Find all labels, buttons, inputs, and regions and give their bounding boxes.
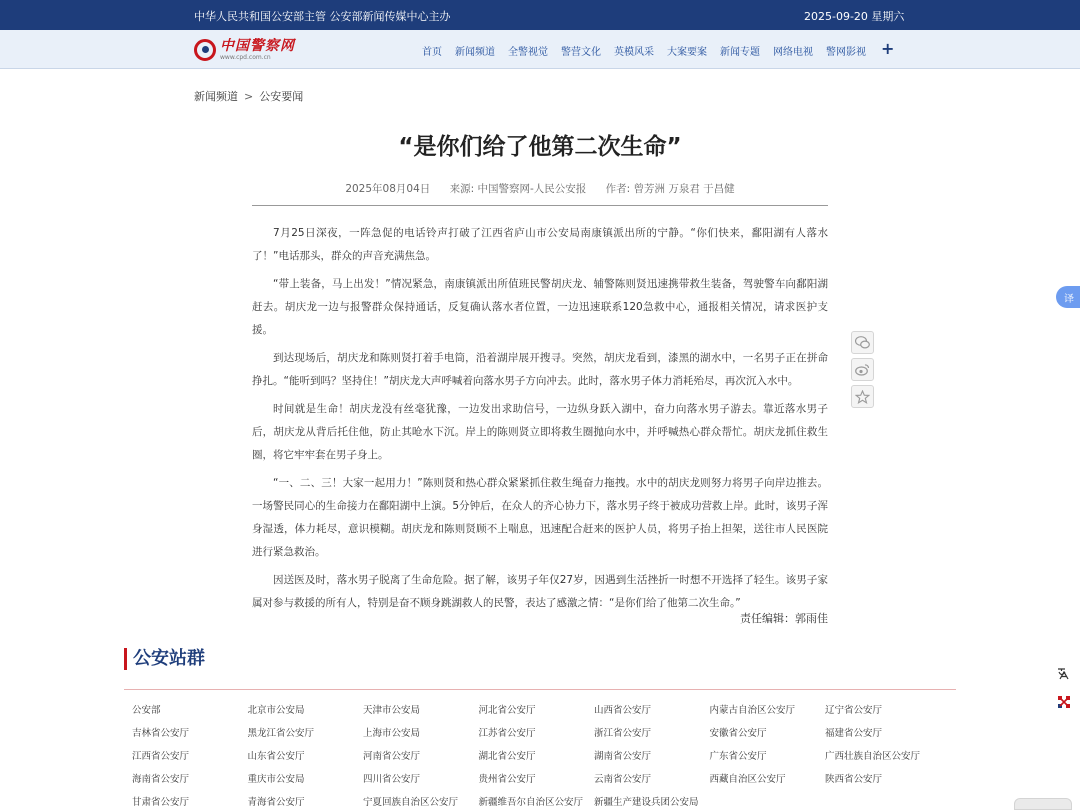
station-link[interactable]: 青海省公安厅	[247, 797, 305, 808]
station-link[interactable]: 山东省公安厅	[247, 751, 305, 762]
station-group-divider	[124, 689, 956, 690]
station-link[interactable]: 公安部	[132, 705, 161, 716]
nav-item-tv[interactable]: 网络电视	[773, 47, 813, 58]
article-source: 来源: 中国警察网-人民公安报	[449, 183, 587, 195]
station-group-links	[132, 704, 952, 810]
station-link[interactable]: 河北省公安厅	[478, 705, 536, 716]
station-link[interactable]: 黑龙江省公安厅	[247, 728, 315, 739]
station-link[interactable]: 四川省公安厅	[363, 774, 421, 785]
station-link[interactable]: 吉林省公安厅	[132, 728, 190, 739]
favorite-icon	[855, 390, 870, 404]
station-link[interactable]: 云南省公安厅	[594, 774, 652, 785]
station-link[interactable]: 安徽省公安厅	[709, 728, 767, 739]
station-link[interactable]: 新疆生产建设兵团公安局	[594, 797, 699, 808]
weibo-icon	[855, 363, 870, 376]
nav-menu	[422, 39, 907, 58]
station-link[interactable]: 山西省公安厅	[594, 705, 652, 716]
station-link[interactable]: 陕西省公安厅	[825, 774, 883, 785]
station-link[interactable]: 新疆维吾尔自治区公安厅	[478, 797, 584, 808]
breadcrumb-separator: >	[244, 90, 254, 103]
article-paragraph: “带上装备，马上出发！”情况紧急，南康镇派出所值班民警胡庆龙、辅警陈则贤迅速携带救生装备，驾驶警车向鄱阳湖赶去。胡庆龙一边与报警群众保持通话，反复确认落水者位置，一边迅速联系120急救中心，通报相关情况，请求医护支援。	[252, 278, 828, 336]
logo-url: www.cpd.com.cn	[220, 54, 271, 61]
breadcrumb-news-channel[interactable]: 新闻频道	[194, 90, 238, 103]
station-link[interactable]: 西藏自治区公安厅	[709, 774, 786, 785]
station-link[interactable]: 广西壮族自治区公安厅	[825, 751, 921, 762]
police-badge-icon	[194, 39, 216, 61]
title-divider	[252, 205, 828, 206]
nav-item-news[interactable]: 新闻频道	[455, 47, 495, 58]
station-link[interactable]: 宁夏回族自治区公安厅	[363, 797, 459, 808]
station-link[interactable]: 浙江省公安厅	[594, 728, 652, 739]
article-meta	[252, 181, 828, 196]
station-link[interactable]: 上海市公安局	[363, 728, 421, 739]
station-link[interactable]: 海南省公安厅	[132, 774, 190, 785]
site-logo[interactable]	[194, 36, 295, 64]
station-link[interactable]: 重庆市公安局	[247, 774, 305, 785]
station-group-title: 公安站群	[124, 648, 205, 670]
favorite-button[interactable]	[851, 385, 874, 408]
station-link[interactable]: 北京市公安局	[247, 705, 305, 716]
article-title: “是你们给了他第二次生命”	[398, 134, 682, 160]
site-sponsor-text: 中华人民共和国公安部主管 公安部新闻传媒中心主办	[194, 10, 451, 23]
station-link[interactable]: 江苏省公安厅	[478, 728, 536, 739]
article-date: 2025年08月04日	[345, 183, 431, 195]
breadcrumb	[194, 88, 303, 104]
nav-item-cases[interactable]: 大案要案	[667, 47, 707, 58]
nav-item-film[interactable]: 警网影视	[826, 47, 866, 58]
station-link[interactable]: 江西省公安厅	[132, 751, 190, 762]
station-link[interactable]: 福建省公安厅	[825, 728, 883, 739]
article-paragraph: 因送医及时，落水男子脱离了生命危险。据了解，该男子年仅27岁，因遇到生活挫折一时想不开选择了轻生。该男子家属对参与救援的所有人，特别是奋不顾身跳湖救人的民警，表达了感激之情：“是你们给了他第二次生命。”	[252, 574, 828, 609]
station-link[interactable]: 河南省公安厅	[363, 751, 421, 762]
article-author: 作者: 曾芳洲 万泉君 于昌健	[605, 183, 735, 195]
station-link[interactable]: 辽宁省公安厅	[825, 705, 883, 716]
nav-item-home[interactable]: 首页	[422, 47, 442, 58]
wechat-share-button[interactable]	[851, 331, 874, 354]
wechat-icon	[855, 336, 870, 349]
top-bar	[0, 0, 1080, 30]
accessibility-icon[interactable]	[1056, 666, 1080, 686]
nav-item-topics[interactable]: 新闻专题	[720, 47, 760, 58]
article-paragraph: “一、二、三！大家一起用力！”陈则贤和热心群众紧紧抓住救生绳奋力拖拽。水中的胡庆龙则努力将男子向岸边推去。一场警民同心的生命接力在鄱阳湖中上演。5分钟后，在众人的齐心协力下，落水男子终于被成功营救上岸。此时，该男子浑身湿透，体力耗尽，意识模糊。胡庆龙和陈则贤顾不上喘息，迅速配合赶来的医护人员，将男子抬上担架，送往市人民医院进行紧急救治。	[252, 477, 828, 558]
nav-item-heroes[interactable]: 英模风采	[614, 47, 654, 58]
weibo-share-button[interactable]	[851, 358, 874, 381]
station-link[interactable]: 天津市公安局	[363, 705, 421, 716]
floating-widget[interactable]	[1014, 798, 1072, 810]
article-paragraph: 时间就是生命！胡庆龙没有丝毫犹豫，一边发出求助信号，一边纵身跃入湖中，奋力向落水男子游去。靠近落水男子后，胡庆龙从背后托住他，防止其呛水下沉。岸上的陈则贤立即将救生圈抛向水中，并呼喊热心群众帮忙。胡庆龙抓住救生圈，将它牢牢套在男子身上。	[252, 403, 828, 461]
station-link[interactable]: 广东省公安厅	[709, 751, 767, 762]
article-paragraph: 到达现场后，胡庆龙和陈则贤打着手电筒，沿着湖岸展开搜寻。突然，胡庆龙看到，漆黑的湖水中，一名男子正在拼命挣扎。“能听到吗？坚持住！”胡庆龙大声呼喊着向落水男子方向冲去。此时，落水男子体力消耗殆尽，再次沉入水中。	[252, 352, 828, 387]
nav-item-culture[interactable]: 警营文化	[561, 47, 601, 58]
station-link[interactable]: 湖北省公安厅	[478, 751, 536, 762]
station-link[interactable]: 湖南省公安厅	[594, 751, 652, 762]
station-link[interactable]: 贵州省公安厅	[478, 774, 536, 785]
station-link[interactable]: 内蒙古自治区公安厅	[709, 705, 796, 716]
nav-more-plus-icon[interactable]: +	[881, 39, 895, 58]
translate-button[interactable]: 译	[1056, 286, 1080, 308]
nav-item-visual[interactable]: 全警视觉	[508, 47, 548, 58]
main-navbar	[0, 30, 1080, 69]
responsible-editor: 责任编辑：郭雨佳	[740, 612, 828, 625]
station-link[interactable]: 甘肃省公安厅	[132, 797, 190, 808]
article-body	[252, 222, 828, 620]
article-paragraph: 7月25日深夜，一阵急促的电话铃声打破了江西省庐山市公安局南康镇派出所的宁静。“你们快来，鄱阳湖有人落水了！”电话那头，群众的声音充满焦急。	[252, 227, 828, 262]
tool-icon[interactable]	[1056, 694, 1080, 716]
logo-name: 中国警察网	[220, 38, 295, 54]
breadcrumb-police-news[interactable]: 公安要闻	[259, 90, 304, 103]
current-date: 2025-09-20 星期六	[804, 10, 905, 23]
